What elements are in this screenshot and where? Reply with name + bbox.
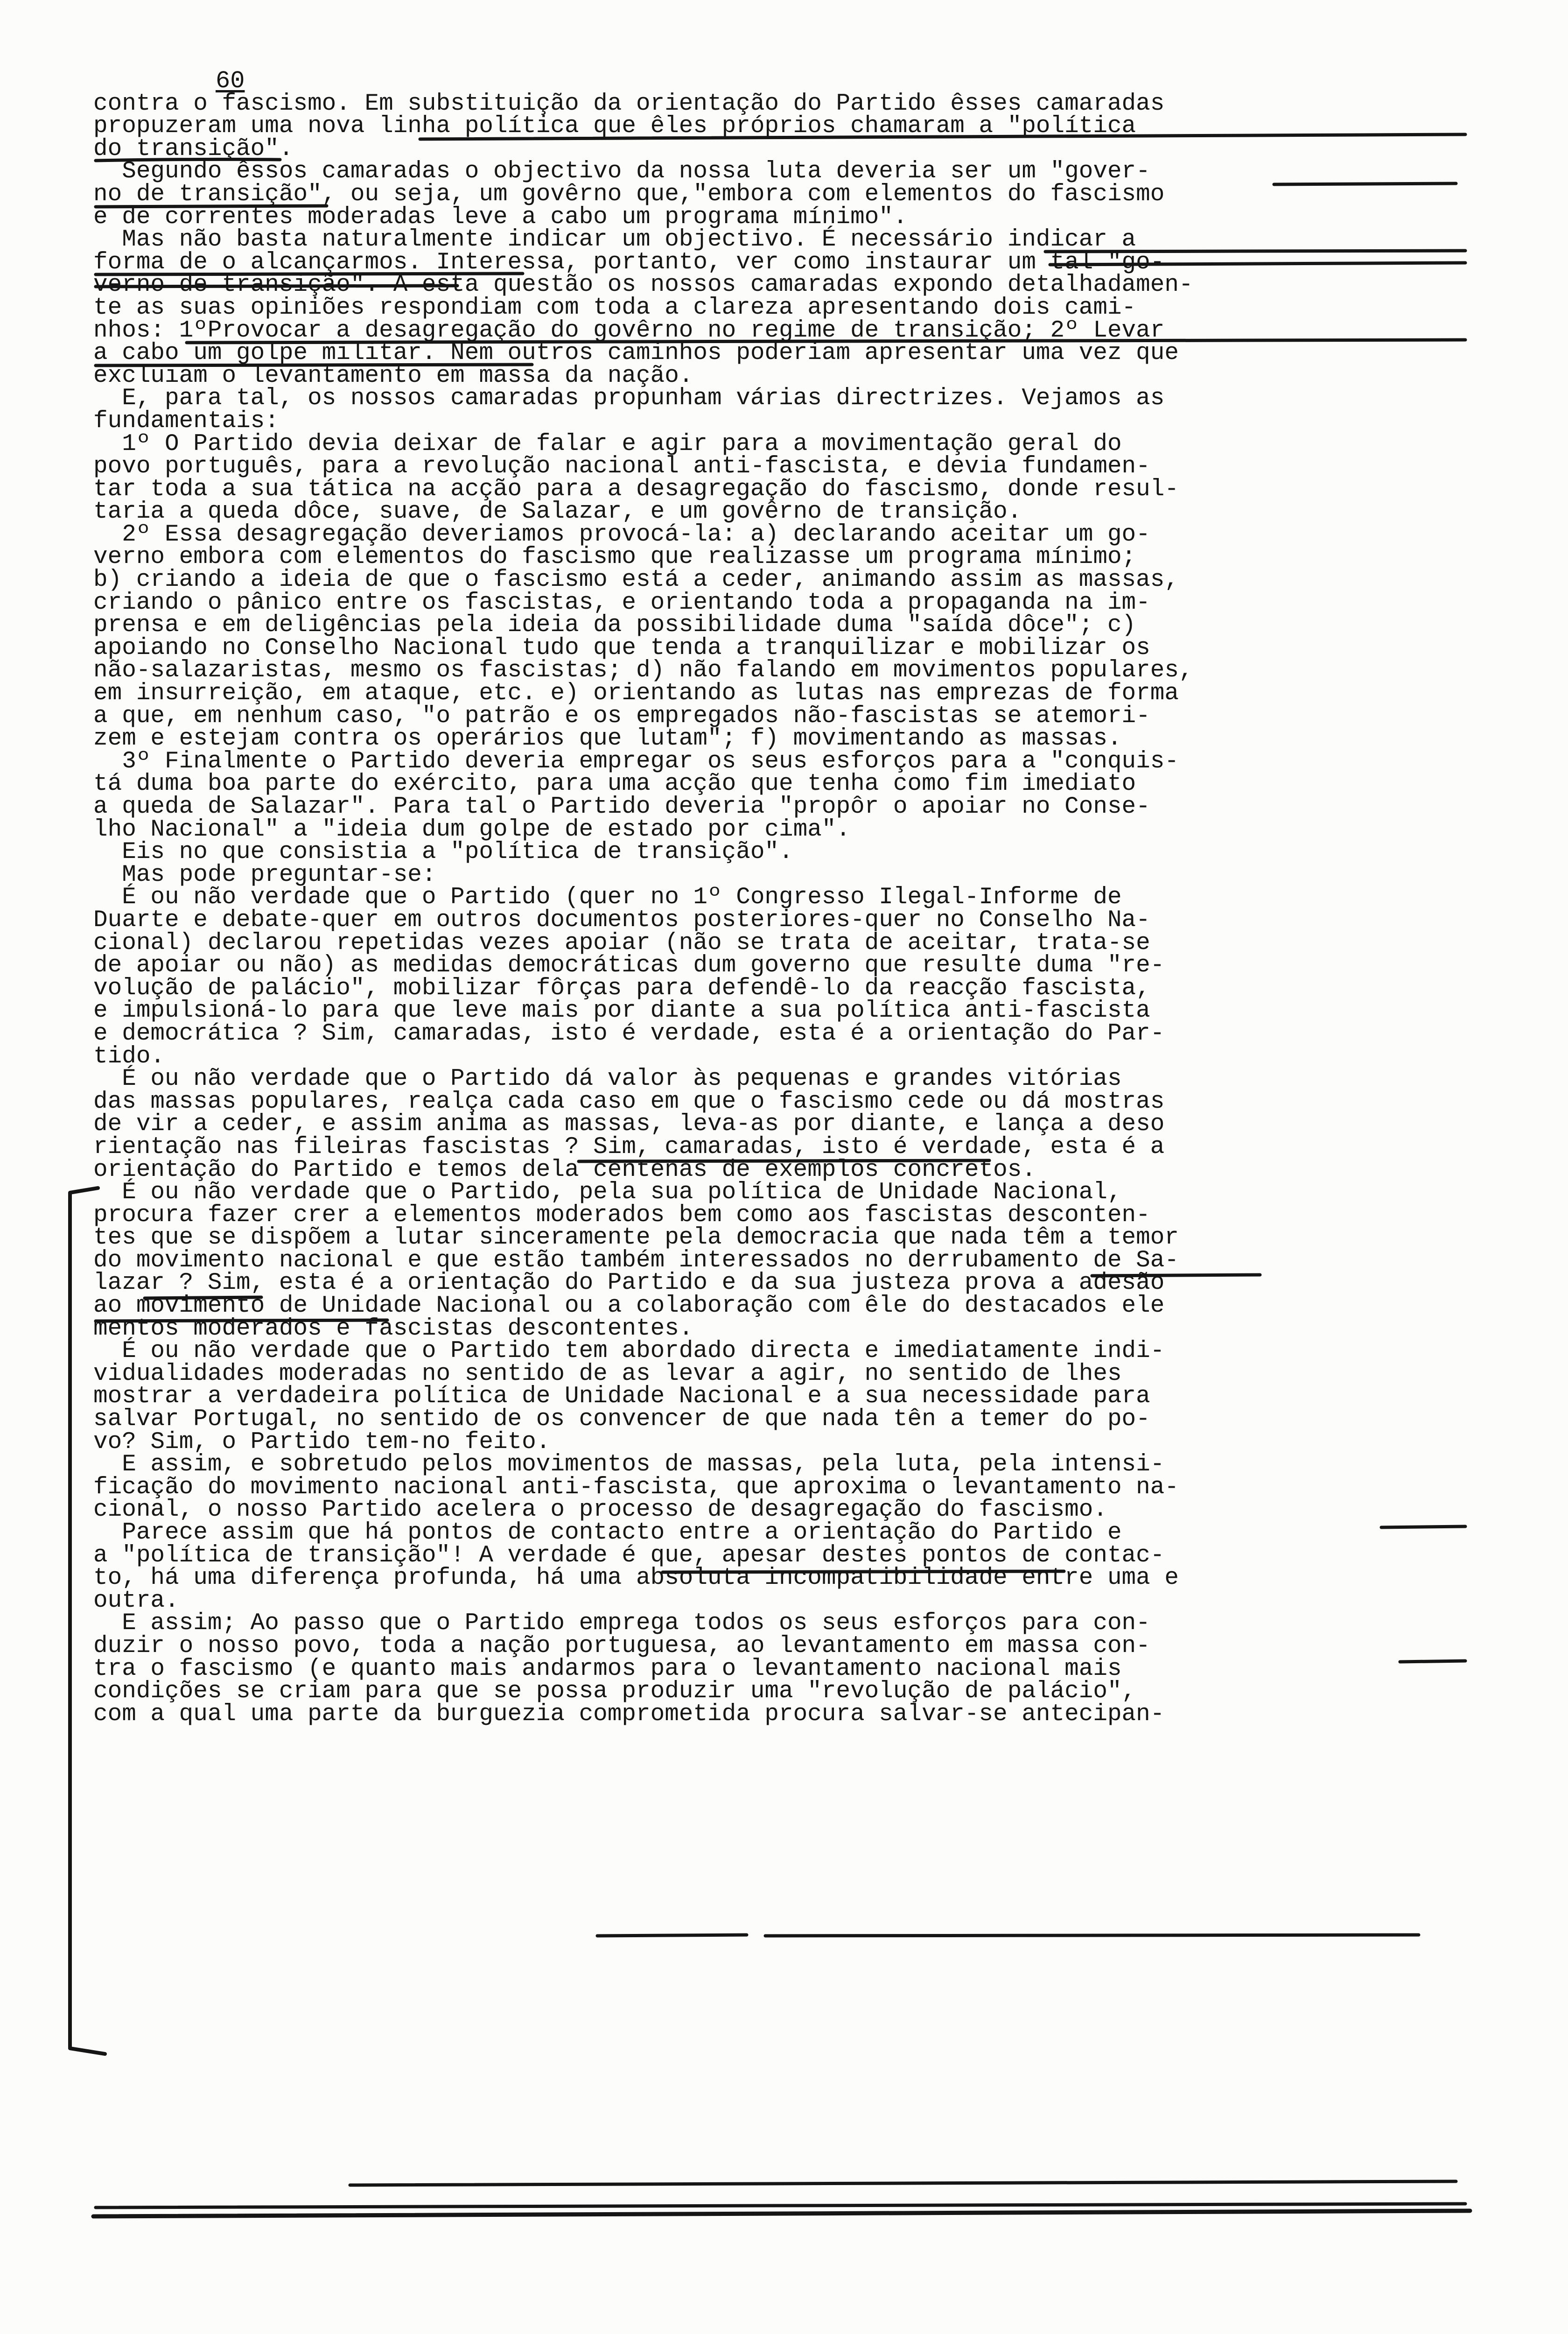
text-line: verno embora com elementos do fascismo que realizasse um programa mínimo;	[93, 544, 1136, 571]
text-line: a "política de transição"! A verdade é que, apesar destes pontos de contac-	[93, 1542, 1165, 1569]
text-line: e impulsioná-lo para que leve mais por diante a sua política anti-fascista	[93, 998, 1150, 1025]
text-line: Segundo êssos camaradas o objectivo da nossa luta deveria ser um "gover-	[93, 158, 1150, 185]
text-line: e democrática ? Sim, camaradas, isto é verdade, esta é a orientação do Par-	[93, 1020, 1165, 1047]
text-line: É ou não verdade que o Partido, pela sua política de Unidade Nacional,	[93, 1179, 1122, 1206]
text-line: contra o fascismo. Em substituição da orientação do Partido êsses camaradas	[93, 90, 1165, 117]
text-line: do movimento nacional e que estão também interessados no derrubamento de Sa-	[93, 1247, 1179, 1274]
text-line: a que, em nenhum caso, "o patrão e os empregados não-fascistas se atemori-	[93, 703, 1150, 730]
text-line: É ou não verdade que o Partido dá valor às pequenas e grandes vitórias	[93, 1066, 1122, 1093]
text-line: tar toda a sua tática na acção para a desagregação do fascismo, donde resul-	[93, 476, 1179, 503]
text-line: te as suas opiniões respondiam com toda a clareza apresentando dois cami-	[93, 294, 1136, 321]
text-line: mentos moderados e fascistas descontentes.	[93, 1315, 693, 1342]
text-line: criando o pânico entre os fascistas, e orientando toda a propaganda na im-	[93, 589, 1150, 616]
text-line: de vir a ceder, e assim anima as massas, leva-as por diante, e lança a deso	[93, 1111, 1165, 1138]
text-line: Mas não basta naturalmente indicar um objectivo. É necessário indicar a	[93, 226, 1136, 253]
text-line: duzir o nosso povo, toda a nação portuguesa, ao levantamento em massa con-	[93, 1632, 1150, 1659]
text-line: volução de palácio", mobilizar fôrças para defendê-lo da reacção fascista,	[93, 975, 1150, 1002]
text-line: lho Nacional" a "ideia dum golpe de estado por cima".	[93, 816, 851, 843]
text-line: das massas populares, realça cada caso em que o fascismo cede ou dá mostras	[93, 1088, 1165, 1115]
text-line: ficação do movimento nacional anti-fascista, que aproxima o levantamento na-	[93, 1474, 1179, 1501]
text-line: procura fazer crer a elementos moderados bem como aos fascistas desconten-	[93, 1202, 1150, 1229]
text-line: E assim, e sobretudo pelos movimentos de massas, pela luta, pela intensi-	[93, 1451, 1165, 1478]
text-line: tes que se dispõem a lutar sinceramente pela democracia que nada têm a temor	[93, 1224, 1179, 1251]
text-line: Duarte e debate-quer em outros documentos posteriores-quer no Conselho Na-	[93, 907, 1150, 934]
text-line: com a qual uma parte da burguezia comprometida procura salvar-se antecipan-	[93, 1701, 1165, 1728]
text-line: to, há uma diferença profunda, há uma absoluta incompatibilidade entre uma e	[93, 1565, 1179, 1592]
text-line: taria a queda dôce, suave, de Salazar, e um govêrno de transição.	[93, 499, 1022, 526]
text-line: 3º Finalmente o Partido deveria empregar os seus esforços para a "conquis-	[93, 748, 1179, 775]
text-line: É ou não verdade que o Partido tem abordado directa e imediatamente indi-	[93, 1338, 1165, 1365]
text-line: excluiam o levantamento em massa da nação.	[93, 362, 693, 389]
text-line: condições se criam para que se possa produzir uma "revolução de palácio",	[93, 1678, 1136, 1705]
text-line: lazar ? Sim, esta é a orientação do Partido e da sua justeza prova a adesão	[93, 1270, 1165, 1297]
text-line: E, para tal, os nossos camaradas propunham várias directrizes. Vejamos as	[93, 385, 1165, 412]
text-line: e de correntes moderadas leve a cabo um programa mínimo".	[93, 204, 908, 231]
text-line: Mas pode preguntar-se:	[93, 861, 436, 888]
text-line: vidualidades moderadas no sentido de as levar a agir, no sentido de lhes	[93, 1360, 1122, 1387]
text-line: É ou não verdade que o Partido (quer no 1º Congresso Ilegal-Informe de	[93, 884, 1122, 911]
text-line: verno de transição". A esta questão os nossos camaradas expondo detalhadamen-	[93, 272, 1193, 299]
text-line: nhos: 1ºProvocar a desagregação do govêrno no regime de transição; 2º Levar	[93, 317, 1165, 344]
text-line: prensa e em deligências pela ideia da possibilidade duma "saída dôce"; c)	[93, 612, 1136, 639]
text-line: povo português, para a revolução nacional anti-fascista, e devia fundamen-	[93, 453, 1150, 480]
text-line: não-salazaristas, mesmo os fascistas; d) não falando em movimentos populares,	[93, 657, 1193, 684]
text-line: a queda de Salazar". Para tal o Partido deveria "propôr o apoiar no Conse-	[93, 794, 1150, 820]
text-line: Parece assim que há pontos de contacto entre a orientação do Partido e	[93, 1519, 1122, 1546]
text-line: apoiando no Conselho Nacional tudo que tenda a tranquilizar e mobilizar os	[93, 634, 1150, 661]
text-line: em insurreição, em ataque, etc. e) orientando as lutas nas emprezas de forma	[93, 680, 1179, 707]
text-line: cional, o nosso Partido acelera o processo de desagregação do fascismo.	[93, 1497, 1107, 1524]
text-line: 2º Essa desagregação deveriamos provocá-la: a) declarando aceitar um go-	[93, 521, 1150, 548]
text-line: E assim; Ao passo que o Partido emprega todos os seus esforços para con-	[93, 1610, 1150, 1637]
text-line: fundamentais:	[93, 408, 279, 435]
text-line: Eis no que consistia a "política de transição".	[93, 839, 793, 866]
text-line: tra o fascismo (e quanto mais andarmos para o levantamento nacional mais	[93, 1655, 1122, 1682]
text-line: propuzeram uma nova linha política que êles próprios chamaram a "política	[93, 113, 1136, 140]
page-number: 60	[216, 67, 245, 95]
text-line: 1º O Partido devia deixar de falar e agir para a movimentação geral do	[93, 430, 1122, 457]
text-line: tido.	[93, 1043, 165, 1070]
text-line: ao movimento de Unidade Nacional ou a colaboração com êle do destacados ele	[93, 1293, 1165, 1320]
text-line: zem e estejam contra os operários que lutam"; f) movimentando as massas.	[93, 725, 1122, 752]
text-line: cional) declarou repetidas vezes apoiar (não se trata de aceitar, trata-se	[93, 929, 1150, 956]
text-line: outra.	[93, 1587, 179, 1614]
text-line: no de transição", ou seja, um govêrno que,"embora com elementos do fascismo	[93, 181, 1165, 208]
text-line: rientação nas fileiras fascistas ? Sim, camaradas, isto é verdade, esta é a	[93, 1133, 1165, 1160]
text-line: de apoiar ou não) as medidas democráticas dum governo que resulte duma "re-	[93, 952, 1165, 979]
text-line: b) criando a ideia de que o fascismo está a ceder, animando assim as massas,	[93, 567, 1179, 594]
text-line: a cabo um golpe militar. Nem outros caminhos poderiam apresentar uma vez que	[93, 340, 1179, 367]
text-line: tá duma boa parte do exército, para uma acção que tenha como fim imediato	[93, 771, 1136, 798]
text-line: orientação do Partido e temos dela centenas de exemplos concretos.	[93, 1156, 1036, 1183]
text-line: mostrar a verdadeira política de Unidade Nacional e a sua necessidade para	[93, 1383, 1150, 1410]
text-line: forma de o alcançarmos. Interessa, portanto, ver como instaurar um tal "go-	[93, 249, 1165, 276]
text-line: vo? Sim, o Partido tem-no feito.	[93, 1428, 551, 1455]
text-line: salvar Portugal, no sentido de os convencer de que nada tên a temer do po-	[93, 1406, 1150, 1433]
text-line: do transição".	[93, 135, 294, 162]
left-margin-bracket	[70, 1188, 105, 2054]
